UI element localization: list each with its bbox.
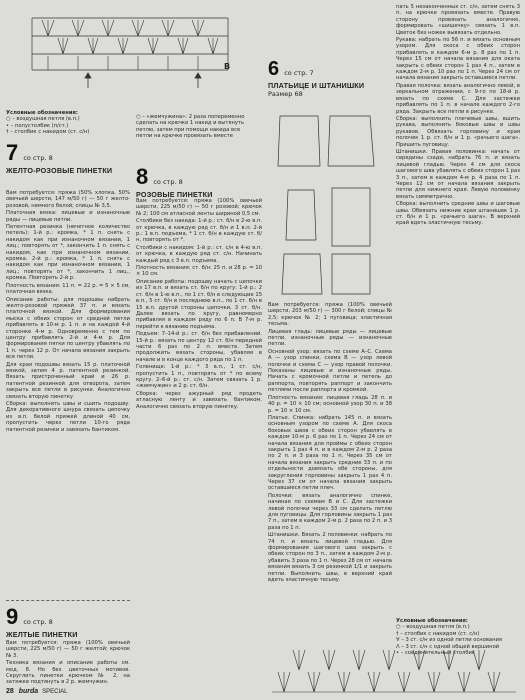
section-7-page-ref: со стр. 8 <box>23 154 53 162</box>
section-6-paragraph: Платье. Спинка: набрать 145 п. и вязать основным узором по схеме А. Для скоса боковых швов с обеих сторон убавлять в каждом 10-м р. 6 раз по 1 п. Через 24 см от начала вязания для проймы с обеих сторон закрыть 1 раз 4 п. и в каждом 2-м р. 2 раза по 2 п. и 3 раза по 1 п. Через 35 см от начала вязания закрыть средние 33 п. и по отдельности довязать обе стороны, для закругления горловины закрыть 1 раз 4 п. Через 37 см от начала вязания закрыть оставшиеся петли плеч. <box>268 414 392 492</box>
bottom-chart-svg <box>268 642 520 696</box>
legend-top-item: † – столбик с накидом (ст. с/н) <box>6 129 90 136</box>
section-6-paragraph: Вам потребуется: пряжа (100% овечьей шерсти, 203 м/50 г) — 300 г белой; спицы № 2,5; крючок № 2; 1 пуговица; эластичная тесьма. <box>268 302 392 328</box>
page-footer <box>6 688 68 695</box>
section-9-title: ЖЕЛТЫЕ ПИНЕТКИ <box>6 630 78 639</box>
section-8-header <box>136 164 264 199</box>
legend-bottom-title: Условные обозначения: <box>396 618 468 624</box>
legend-bottom-item: • – соединительный столбик <box>396 650 476 657</box>
chart-stitches <box>42 20 218 70</box>
legend-top-item: • – полустолбик (п/ст.) <box>6 122 69 129</box>
section-7-paragraph: Для края подошвы вязать 15 р. платочной вязкой, затем 4 р. патентной резинкой. Вязать пристроченный край и 26 р. патентной резинкой для отворота, затем закрыть все петли в рисунке. Аналогично связать вторую пинетку. <box>6 361 130 400</box>
section-6-paragraph: Плотность вязания: лицевая гладь 28 п. и 40 р. = 10 × 10 см; основной узор 30 п. и 38 р. = 10 × 10 см. <box>268 394 392 414</box>
edition-label: SPECIAL <box>42 689 68 695</box>
schematic-pants-b <box>282 254 322 294</box>
section-8-number: 8 <box>136 164 149 189</box>
right-col-paragraph: Сборка: выполнить средние швы и шаговые швы. Обвязать нижние края штанишек 1 р. ст. б/н и 1 р. «рачьего шага». В верхний край вдеть эластичную тесьму. <box>396 201 520 227</box>
schematic-pants-a <box>332 188 370 246</box>
section-divider <box>6 600 130 601</box>
section-6-paragraph: Лицевая гладь: лицевые ряды — лицевые петли, изнаночные ряды — изнаночные петли. <box>268 328 392 348</box>
section-8-paragraph: Сборка: через ажурный ряд продеть атласную ленту и завязать бантиком. Аналогично связать вторую пинетку. <box>136 390 262 410</box>
section-6-paragraph: Основной узор: вязать по схеме А–С. Схема А — узор спинки, схема В — узор левой полочки и схема С — узор правой полочки. Показаны лицевые и изнаночные ряды. Начать с кромочной петли и петель до раппорта, повторять раппорт и закончить петлями после раппорта и кромкой. <box>268 348 392 394</box>
right-col-paragraph: Штанишки. Правая половинка: начать от середины сзади, набрать 76 п. и вязать лицевой гладью. Через 4 см для скоса шагового шва убавлять с обеих сторон 1 раз 3 п., затем в каждом 4-м р. 4 раза по 1 п. Через 12 см от начала вязания закрыть петли для нижнего края. Левую половинку вязать симметрично. <box>396 148 520 200</box>
page-number: 28 <box>6 688 14 695</box>
chart-marker-b: B <box>224 62 231 71</box>
chart-grid <box>32 18 231 71</box>
section-7-paragraph: Вам потребуется: пряжа (50% хлопка, 50% овечьей шерсти, 147 м/50 г) — 50 г желто-розовой, немного белой; спицы № 3,5. <box>6 190 130 209</box>
section-6-header <box>268 58 378 98</box>
section-7-paragraph: Сборка: выполнить швы и сшить подошву. Для декоративного шнура связать цепочку из в.п. белой пряжей длиной 40 см, пропустить через петли 10-го ряда патентной резинки и завязать бантиком. <box>6 401 130 433</box>
schematic-front <box>328 116 374 166</box>
right-col-paragraph: Рукава: набрать по 56 п. и вязать основным узором. Для скоса с обеих сторон прибавлять в каждом 6-м р. 8 раз по 1 п. Через 15 см от начала вязания для оката закрыть с обеих сторон 1 раз 4 п., затем в каждом 2-м р. 10 раз по 1 п. Через 24 см от начала вязания закрыть оставшиеся петли. <box>396 37 520 82</box>
chart-fans <box>278 672 500 692</box>
right-col-paragraph: Правая полочка: вязать аналогично левой, в зеркальном отражении, с 9-го по 18-й р. вязать по схеме С. Для застежки прибавлять по 1 п. в начале каждого 2-го ряда. Закрыть все петли в рисунке. <box>396 82 520 115</box>
chart-arrows <box>85 73 201 88</box>
right-column-text <box>396 4 520 448</box>
section-9-body <box>6 640 130 688</box>
section-9-page-ref: со стр. 8 <box>23 618 53 626</box>
section-8-paragraph: Вам потребуется: пряжа (100% овечьей шерсти, 225 м/50 г) — 50 г розовой; крючок № 2; 100 см атласной ленты шириной 0,5 см. <box>136 198 262 217</box>
section-6-body <box>268 302 392 622</box>
section-8-paragraph: Плотность вязания: ст. б/н: 25 п. и 28 р. = 10 × 10 см. <box>136 265 262 278</box>
section-8-paragraph: Столбики без накида: 1-й р.: ст. б/н в 2-ю в.п. от крючка, в каждую ряд ст. б/н и 1 в.п. 2-й р.: 1 в.п. подъема, * 1 ст. б/н в каждую ст. б/н, повторять от *. <box>136 218 262 244</box>
section-8-body <box>136 198 262 694</box>
section-9-header <box>6 600 134 639</box>
right-col-paragraph: Сборка: выполнить плечевые швы, вшить рукава, выполнить боковые швы и швы рукавов. Обвязать горловину и края полочек 1 р. ст. б/н и 1 р. «рачьего шага». Пришить пуговицу. <box>396 115 520 148</box>
section-8-paragraph: Подъем: 7–14-й р.: ст. б/н без прибавлений. 15-й р.: вязать по центру 12 ст. б/н передней части 6 раз по 2 п. вместе. Затем продолжить вязать стороны, убавляя в начале и в конце каждого ряда по 1 п. <box>136 331 262 363</box>
section-7-paragraph: Плотность вязания: 11 п. = 22 р. = 5 × 5 см, платочная вязка. <box>6 282 130 296</box>
legend-top <box>6 110 124 136</box>
section-9-number: 9 <box>6 604 19 629</box>
bottom-crochet-chart <box>268 642 520 696</box>
section-8-paragraph: Голенище: 1-й р.: * 3 в.п., 1 ст. с/н, пропустить 1 п., повторять от * по всему кругу. 2–6-й р.: ст. с/н. Затем связать 1 р. «жемчужин» и 2 р. ст. б/н. <box>136 364 262 390</box>
section-6-pattern-schematics <box>270 108 382 298</box>
schematic-back <box>278 116 320 166</box>
section-6-page-ref: со стр. 7 <box>284 69 314 77</box>
section-9-paragraph: Вам потребуется: пряжа (100% овечьей шерсти, 225 м/50 г) — 50 г желтой; крючок № 3. <box>6 640 130 659</box>
brand-logo: burda <box>18 688 39 695</box>
section-7-title: ЖЕЛТО-РОЗОВЫЕ ПИНЕТКИ <box>6 166 113 175</box>
section-6-title: ПЛАТЬИЦЕ И ШТАНИШКИ <box>268 81 365 90</box>
section-9-paragraph: Техника вязания и описание работы см. мод. 8. Но без цветочных мотивов. Скруглить пинетки крючком № 2, на затяжке подтянуть в 2 р. жемчужин. <box>6 660 130 686</box>
chart-fans-upper <box>293 650 485 670</box>
section-7-header <box>6 140 134 175</box>
section-8-title: РОЗОВЫЕ ПИНЕТКИ <box>136 190 213 199</box>
schematic-sleeve <box>286 190 316 240</box>
schematics-svg <box>270 108 382 298</box>
section-7-paragraph: Описание работы: для подошвы набрать желто-розовой пряжей 37 п. и вязать платочной вязкой. Для формирования мыска с обеих сторон от средней петли прибавлять в 10-м р. 1 п. и на каждой 4-й сторонке 4-м р. Одновременно с тем по центру прибавлять 2-й и 4-м р. Для формирования пятки по центру убавлять по 1 п. через 12 р. От начала вязания закрыть все петли. <box>6 296 130 361</box>
section-7-paragraph: Платочная вязка: лицевые и изнаночные ряды — лицевые петли. <box>6 210 130 223</box>
section-7-body <box>6 190 130 598</box>
legend-top-title: Условные обозначения: <box>6 110 78 116</box>
top-chart-svg <box>28 8 243 96</box>
legend-bottom-item: † – столбик с накидом (ст. с/н) <box>396 630 480 637</box>
legend-bottom-item: ○ – воздушная петля (в.п.) <box>396 624 470 631</box>
legend-bottom-item: ∀ – 3 ст. с/н из одной петли основания <box>396 637 502 644</box>
schematic-pants-c <box>332 254 370 294</box>
top-crochet-chart <box>28 8 243 96</box>
section-8-paragraph: Описание работы: подошву начать с цепочки из 17 в.п. и вязать ст. б/н по кругу: 1-й р.: 2 ст. б/н в 1-ю в.п., по 1 ст. б/н в следующие 15 в.п., 5 ст. б/н в последнюю в.п., по 1 ст. б/н в 15 в.п. другой стороны цепочки, 3 ст. б/н. Далее вязать по кругу, равномерно прибавляя в каждом ряду по 6 п. В 7-м р. перейти к вязанию подъема. <box>136 278 262 330</box>
legend-bottom-item: Λ – 3 ст. с/н с одной общей вершиной <box>396 643 500 650</box>
right-col-paragraph: пать 5 незаконченных ст. с/н, затем снять 3 п. на крючке провязать вместе. Правую сторону провязать аналогично, формировать «шишечку» связать 1 в.п. Цветок без ножек вывязать отдельно. <box>396 4 520 36</box>
section-6-size: Размер 68 <box>268 90 303 98</box>
section-8-page-ref: со стр. 8 <box>153 178 183 186</box>
section-7-paragraph: Патентная резинка (нечетное количество петель): 1-й р.: кромка, * 1 п. снять с накидом как при изнаночном вязании, 1 лиц.; повторять от *, закончить 1 п. снять с накидом, как при изнаночном вязании, кромка. 2-й р.: кромка, * 1 п. снять с накидом как при изнаночном вязании, 1 лиц.; повторять от *, закончить 1 лиц., кромка. Повторять 2-й р. <box>6 224 130 282</box>
section-6-paragraph: Штанишки. Вязать 2 половинки: набрать по 74 п. и вязать лицевой гладью. Для формирования шагового шва закрыть с обеих сторон по 3 п., затем в каждом 2-м р. убавить 3 раза по 1 п. Через 28 см от начала вязания вязать 3 см резинкой 1/1 и закрыть петли. Выполнить швы, в верхний край вдеть эластичную тесьму. <box>268 532 392 584</box>
section-8-paragraph: Столбики с накидом: 1-й р.: ст. с/н в 4-ю в.п. от крючка, в каждую ряд ст. с/н. Начинать каждый ряд с 3 в.п. подъема. <box>136 244 262 264</box>
section-6-paragraph: Полочки: вязать аналогично спинке, начиная по схемам В и С. Для застежки левой полочки через 33 см сделать петлю для пуговицы. Для горловины закрыть 1 раз 7 п., затем в каждом 2-м р. 2 раза по 2 п. и 3 раза по 1 п. <box>268 492 392 531</box>
legend-top-note: ○ – «жемчужина»: 2 раза попеременно сделать на крючке 1 накид и вытянуть петлю, затем при помощи накида все петли на крючке провязать вместе <box>136 114 245 140</box>
section-6-number: 6 <box>268 58 280 80</box>
legend-top-item: ○ – воздушная петля (в.п.) <box>6 116 80 123</box>
section-7-number: 7 <box>6 140 19 165</box>
